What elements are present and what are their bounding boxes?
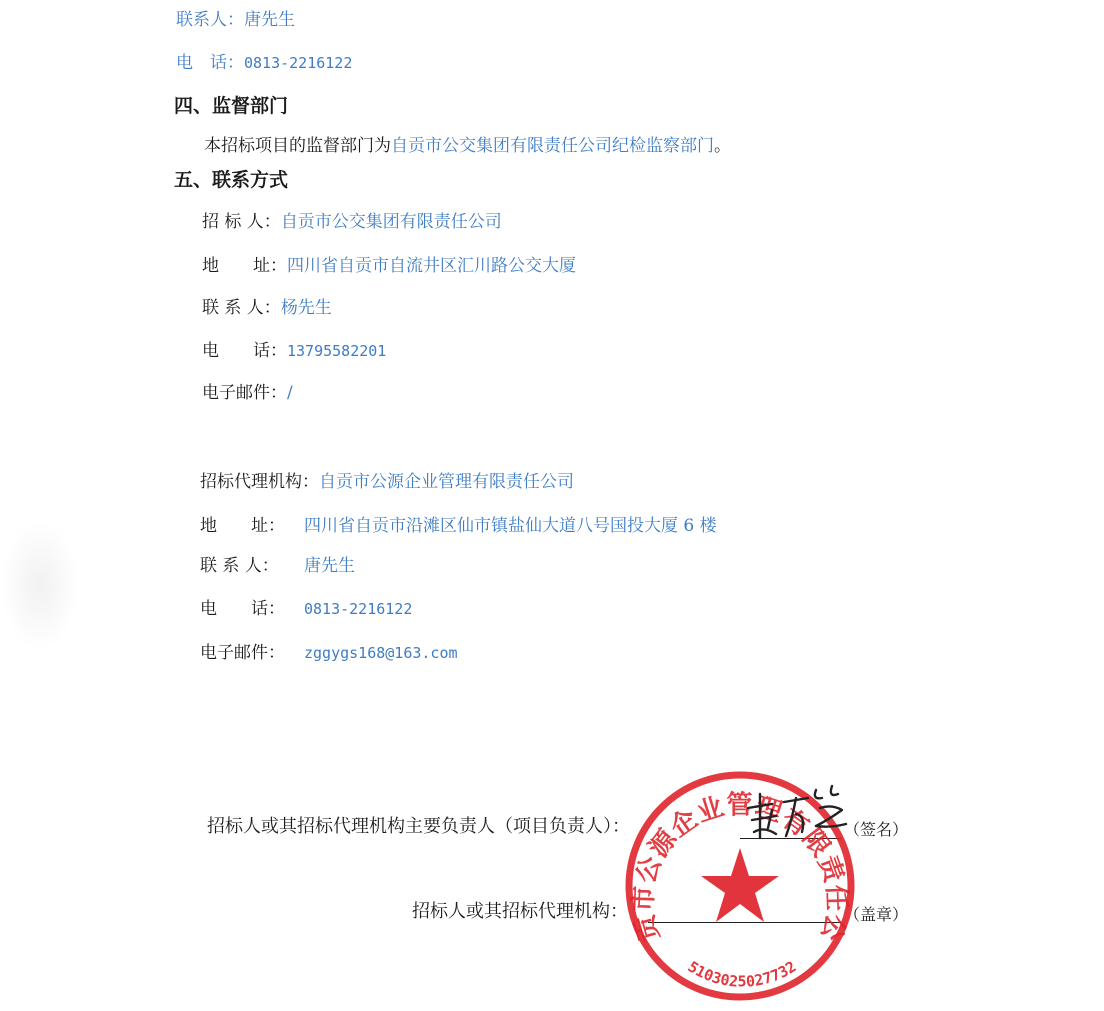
agency-phone-value: 0813-2216122 — [304, 600, 413, 618]
handwritten-signature — [742, 780, 850, 842]
tenderer-name-value: 自贡市公交集团有限责任公司 — [280, 212, 502, 232]
tenderer-address-line — [202, 255, 576, 277]
agent-phone-line — [176, 52, 352, 74]
tenderer-email-value: / — [287, 383, 293, 403]
agency-contact-label: 联 系 人： — [200, 556, 279, 576]
tenderer-contact-line — [202, 297, 332, 319]
tenderer-email-label: 电子邮件： — [202, 383, 287, 403]
agency-address-line — [200, 515, 717, 537]
agent-phone-label: 电 话： — [176, 53, 244, 73]
tenderer-address-label: 地 址： — [202, 256, 287, 276]
agency-email-label: 电子邮件： — [200, 643, 285, 663]
seal-star — [701, 848, 779, 922]
section4-text — [204, 135, 731, 157]
tenderer-email-line — [202, 382, 293, 404]
agency-contact-line — [200, 555, 355, 577]
principal-signature-label: 招标人或其招标代理机构主要负责人（项目负责人）： — [207, 816, 630, 837]
agency-name-line — [200, 471, 574, 493]
agency-address-label: 地 址： — [200, 516, 285, 536]
agency-email-value: zggygs168@163.com — [304, 644, 458, 662]
tenderer-contact-label: 联 系 人： — [202, 298, 281, 318]
agent-contact-line — [176, 9, 295, 31]
agency-phone-line — [200, 598, 412, 620]
agency-email-line — [200, 642, 458, 664]
tenderer-phone-value: 13795582201 — [287, 342, 387, 360]
seal-org-text: 自贡市公源企业管理有限责任公司 — [608, 745, 852, 945]
agency-name-value: 自贡市公源企业管理有限责任公司 — [319, 472, 574, 492]
section5-heading: 五、联系方式 — [174, 169, 289, 191]
agency-name-label: 招标代理机构： — [200, 472, 319, 492]
scan-smudge — [0, 520, 80, 650]
agent-contact-label: 联系人： — [176, 10, 244, 30]
tenderer-name-line — [202, 211, 502, 233]
agent-phone-value: 0813-2216122 — [244, 54, 353, 72]
agency-seal-suffix: （盖章） — [844, 905, 909, 924]
section4-text-suffix: 。 — [714, 136, 731, 156]
agency-seal-label: 招标人或其招标代理机构： — [412, 901, 628, 922]
tenderer-phone-label: 电 话： — [202, 341, 287, 361]
agency-contact-value: 唐先生 — [304, 556, 355, 576]
seal-number: 5103025027732 — [684, 957, 800, 991]
tenderer-phone-line — [202, 340, 386, 362]
tenderer-address-value: 四川省自贡市自流井区汇川路公交大厦 — [287, 256, 576, 276]
agency-address-value: 四川省自贡市沿滩区仙市镇盐仙大道八号国投大厦 6 楼 — [304, 516, 717, 536]
section4-heading: 四、监督部门 — [174, 95, 289, 117]
section4-text-prefix: 本招标项目的监督部门为 — [204, 136, 391, 156]
agent-contact-value: 唐先生 — [244, 10, 295, 30]
agency-phone-label: 电 话： — [200, 599, 285, 619]
tenderer-name-label: 招 标 人： — [202, 212, 281, 232]
principal-signature-suffix: （签名） — [844, 820, 909, 839]
tenderer-contact-value: 杨先生 — [280, 298, 332, 318]
section4-supervisor-org: 自贡市公交集团有限责任公司纪检监察部门 — [391, 136, 714, 156]
